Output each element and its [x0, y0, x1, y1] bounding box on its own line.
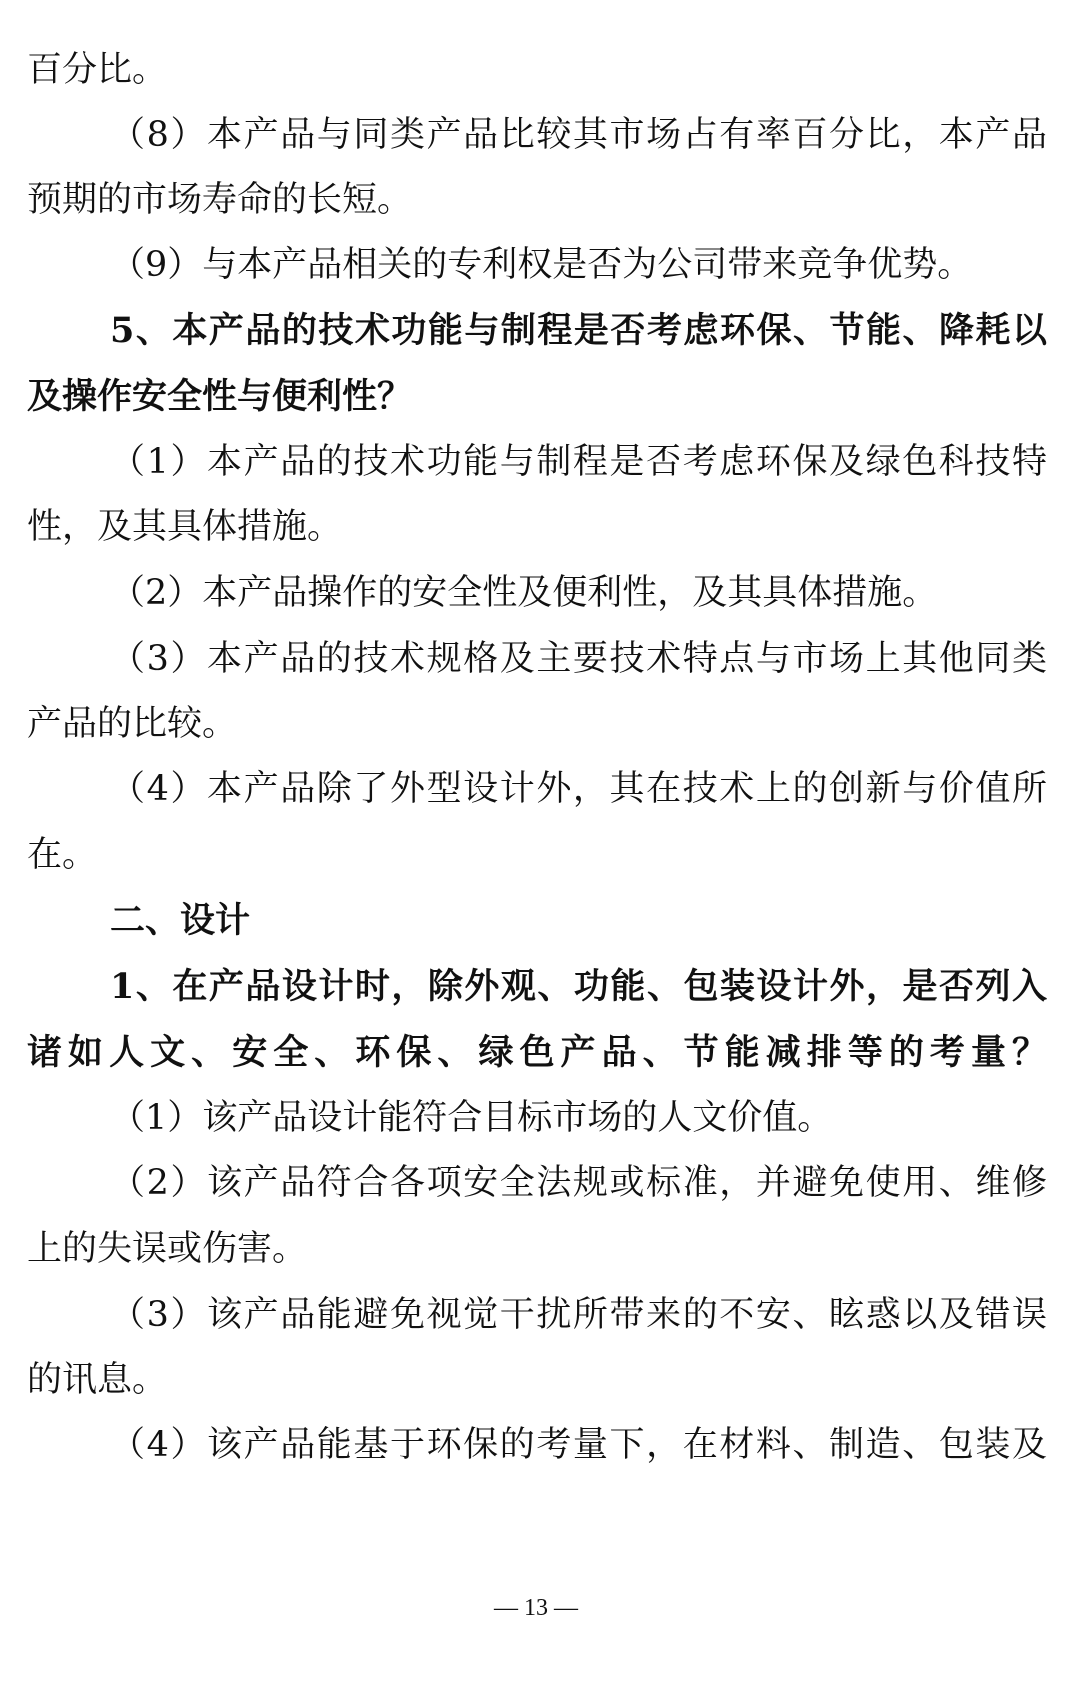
text-line: （9）与本产品相关的专利权是否为公司带来竞争优势。: [110, 245, 973, 285]
heading-line: 5、本产品的技术功能与制程是否考虑环保、节能、降耗以: [110, 310, 1047, 351]
heading-line: 诸如人文、安全、环保、绿色产品、节能减排等的考量？: [27, 1032, 1047, 1073]
text-line: （8）本产品与同类产品比较其市场占有率百分比，本产品: [110, 115, 1047, 155]
text-line: 百分比。: [27, 50, 168, 90]
text-line: 预期的市场寿命的长短。: [27, 180, 413, 220]
text-line: （1）本产品的技术功能与制程是否考虑环保及绿色科技特: [110, 442, 1047, 482]
text-line: （2）该产品符合各项安全法规或标准，并避免使用、维修: [110, 1163, 1047, 1203]
text-line: 产品的比较。: [27, 704, 238, 744]
text-line: （1）该产品设计能符合目标市场的人文价值。: [110, 1098, 833, 1138]
text-line: 在。: [27, 835, 98, 875]
text-line: （3）该产品能避免视觉干扰所带来的不安、眩惑以及错误: [110, 1295, 1047, 1335]
text-line: 上的失误或伤害。: [27, 1229, 308, 1269]
text-line: （4）该产品能基于环保的考量下，在材料、制造、包装及: [110, 1425, 1047, 1465]
heading-line: 1、在产品设计时，除外观、功能、包装设计外，是否列入: [110, 966, 1047, 1007]
section-heading: 二、设计: [110, 900, 251, 941]
text-line: （2）本产品操作的安全性及便利性，及其具体措施。: [110, 573, 938, 613]
heading-line: 及操作安全性与便利性？: [27, 376, 413, 417]
text-line: 性，及其具体措施。: [27, 507, 343, 547]
page-number: — 13 —: [494, 1595, 578, 1621]
text-line: 的讯息。: [27, 1360, 168, 1400]
text-line: （3）本产品的技术规格及主要技术特点与市场上其他同类: [110, 639, 1047, 679]
text-line: （4）本产品除了外型设计外，其在技术上的创新与价值所: [110, 769, 1047, 809]
